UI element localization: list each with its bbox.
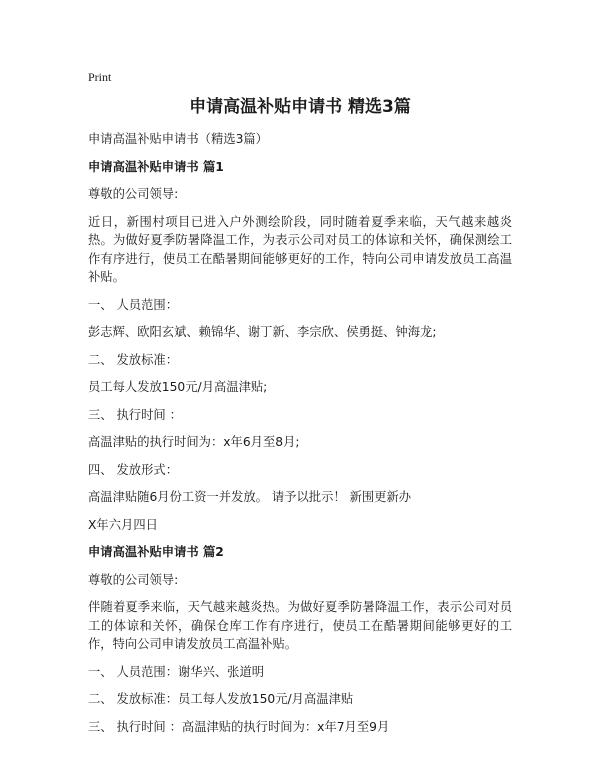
article2-body: 伴随着夏季来临，天气越来越炎热。为做好夏季防暑降温工作，表示公司对员工的体谅和关怀，确保仓库工作有序进行，使员工在酷暑期间能够更好的工作，特向公司申请发放员工高温补贴。 <box>88 600 512 651</box>
article1-section4-value: 高温津贴随6月份工资一并发放。 请予以批示！ 新围更新办 <box>88 490 412 504</box>
document-title: 申请高温补贴申请书 精选3篇 <box>189 97 411 117</box>
article1-section1-value: 彭志辉、欧阳玄斌、赖锦华、谢丁新、李宗欣、侯勇挺、钟海龙; <box>88 325 437 339</box>
intro-line: 申请高温补贴申请书（精选3篇） <box>88 132 268 146</box>
article2-section3: 三、 执行时间 ：高温津贴的执行时间为：x年7月至9月 <box>88 719 390 734</box>
article2-section2: 二、 发放标准：员工每人发放150元/月高温津贴 <box>88 692 354 706</box>
article1-section1-label: 一、 人员范围： <box>88 297 178 312</box>
article2-section1: 一、 人员范围：谢华兴、张道明 <box>88 664 265 679</box>
print-label: Print <box>88 70 112 84</box>
article1-section2-value: 员工每人发放150元/月高温津贴; <box>88 380 268 394</box>
article1-salutation: 尊敬的公司领导: <box>88 187 179 201</box>
article2-heading: 申请高温补贴申请书 篇2 <box>88 545 224 559</box>
article1-section4-label: 四、 发放形式： <box>88 462 178 477</box>
article1-heading: 申请高温补贴申请书 篇1 <box>88 159 224 174</box>
article1-section3-value: 高温津贴的执行时间为：x年6月至8月; <box>88 435 300 449</box>
article2-salutation: 尊敬的公司领导: <box>88 572 179 587</box>
article1-date: X年六月四日 <box>88 517 158 532</box>
article1-section2-label: 二、 发放标准： <box>88 352 178 367</box>
article1-body: 近日，新围村项目已进入户外测绘阶段，同时随着夏季来临，天气越来越炎热。为做好夏季防暑降温工作，为表示公司对员工的体谅和关怀，确保测绘工作有序进行，使员工在酷暑期间能够更好的工作，特向公司申请发放员工高温补贴。 <box>88 214 512 284</box>
article1-section3-label: 三、 执行时间 ： <box>88 407 182 422</box>
